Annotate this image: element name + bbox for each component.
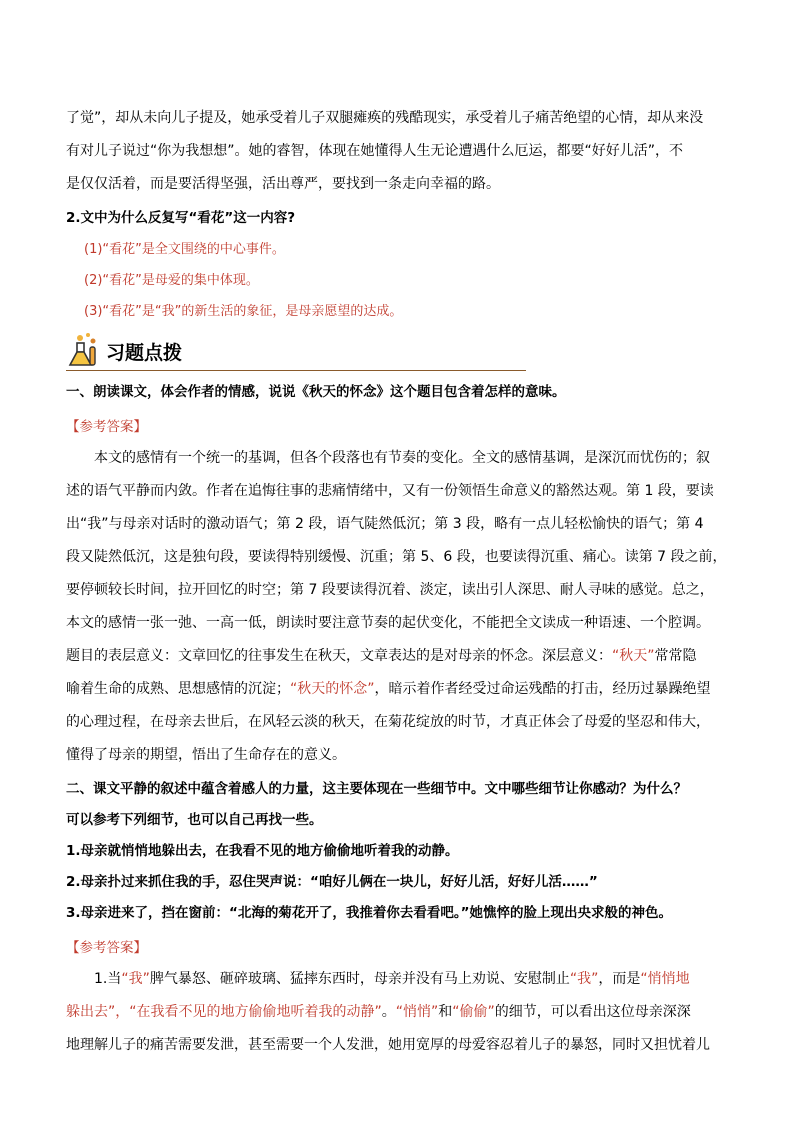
answer-line: 地理解儿子的痛苦需要发泄，甚至需要一个人发泄，她用宽厚的母爱容忍着儿子的暴怒，同时又担忧着儿 bbox=[66, 1037, 710, 1053]
answer-text: 和 bbox=[438, 1004, 453, 1020]
exercise-2-question: 可以参考下列细节，也可以自己再找一些。 bbox=[66, 812, 323, 828]
answer-text: 1.当 bbox=[94, 971, 122, 987]
answer-text: 题目的表层意义：文章回忆的往事发生在秋天，文章表达的是对母亲的怀念。深层意义： bbox=[66, 648, 612, 664]
highlight-text: “我” bbox=[569, 971, 599, 987]
detail-item: 2.母亲扑过来抓住我的手，忍住哭声说：“咱好儿俩在一块儿，好好儿活，好好儿活……” bbox=[66, 874, 598, 890]
intro-line: 是仅仅活着，而是要活得坚强，活出尊严，要找到一条走向幸福的路。 bbox=[66, 176, 500, 192]
answer-tag: 【参考答案】 bbox=[66, 940, 147, 956]
question-2-item: (3)“看花”是“我”的新生活的象征，是母亲愿望的达成。 bbox=[84, 304, 403, 319]
answer-text: 常常隐 bbox=[654, 648, 697, 664]
answer-text: ，暗示着作者经受过命运残酷的打击，经历过暴躁绝望 bbox=[374, 681, 711, 697]
detail-item: 1.母亲就悄悄地躲出去，在我看不见的地方偷偷地听着我的动静。 bbox=[66, 843, 459, 859]
intro-line: 有对儿子说过“你为我想想”。她的睿智，体现在她懂得人生无论遭遇什么厄运，都要“好好儿活”，不 bbox=[66, 143, 684, 159]
answer-line: 的心理过程，在母亲去世后，在风轻云淡的秋天，在菊花绽放的时节，才真正体会了母爱的坚忍和伟大， bbox=[66, 714, 710, 730]
intro-line: 了觉”，却从未向儿子提及，她承受着儿子双腿瘫痪的残酷现实，承受着儿子痛苦绝望的心情，却从来没 bbox=[66, 110, 704, 126]
detail-item: 3.母亲进来了，挡在窗前：“北海的菊花开了，我推着你去看看吧。”她憔悴的脸上现出央求般的神色。 bbox=[66, 905, 673, 921]
answer-text: 。 bbox=[381, 1004, 396, 1020]
answer-line: 述的语气平静而内敛。作者在追悔往事的悲痛情绪中，又有一份领悟生命意义的豁然达观。第 1 段，要读 bbox=[66, 483, 714, 499]
exercise-1-question: 一、朗读课文，体会作者的情感，说说《秋天的怀念》这个题目包含着怎样的意味。 bbox=[66, 384, 566, 400]
answer-text: 喻着生命的成熟、思想感情的沉淀； bbox=[66, 681, 290, 697]
answer-line-mixed bbox=[66, 963, 730, 996]
answer-tag: 【参考答案】 bbox=[66, 419, 147, 435]
highlight-text: “我” bbox=[121, 971, 150, 987]
answer-line-mixed bbox=[66, 640, 730, 673]
highlight-text: “偷偷” bbox=[452, 1004, 495, 1020]
question-2-item: (2)“看花”是母爱的集中体现。 bbox=[84, 273, 259, 288]
highlight-title: “秋天的怀念” bbox=[290, 681, 375, 697]
section-header bbox=[66, 329, 730, 369]
answer-text: ，而是 bbox=[598, 971, 641, 987]
answer-text: 脾气暴怒、砸碎玻璃、猛摔东西时，母亲并没有马上劝说、安慰制止 bbox=[149, 971, 570, 987]
answer-line: 懂得了母亲的期望，悟出了生命存在的意义。 bbox=[66, 747, 346, 763]
answer-line-mixed bbox=[66, 673, 730, 706]
question-2-title: 2.文中为什么反复写“看花”这一内容? bbox=[66, 210, 296, 226]
highlight-autumn: “秋天” bbox=[612, 648, 655, 664]
answer-text: 的细节，可以看出这位母亲深深 bbox=[494, 1004, 691, 1020]
answer-line: 要停顿较长时间，拉开回忆的时空；第 7 段要读得沉着、淡定，读出引人深思、耐人寻味的感觉。总之， bbox=[66, 582, 714, 598]
flask-icon bbox=[66, 331, 100, 369]
highlight-text: “悄悄地 bbox=[640, 971, 690, 987]
section-title: 习题点拨 bbox=[106, 342, 183, 364]
answer-line: 出“我”与母亲对话时的激动语气；第 2 段，语气陡然低沉；第 3 段，略有一点儿轻松愉快的语气；第 4 bbox=[66, 516, 704, 532]
answer-line: 本文的感情有一个统一的基调，但各个段落也有节奏的变化。全文的感情基调，是深沉而忧伤的；叙 bbox=[94, 450, 710, 466]
answer-line-mixed bbox=[66, 996, 730, 1029]
section-divider bbox=[66, 370, 526, 371]
answer-line: 段又陡然低沉，这是独句段，要读得特别缓慢、沉重；第 5、6 段，也要读得沉重、痛心。读第 7 段之前， bbox=[66, 549, 727, 565]
content-body bbox=[66, 102, 730, 1062]
highlight-text: “悄悄” bbox=[395, 1004, 439, 1020]
question-2-item: (1)“看花”是全文围绕的中心事件。 bbox=[84, 242, 285, 257]
highlight-text: 躲出去”，“在我看不见的地方偷偷地听着我的动静” bbox=[66, 1004, 382, 1020]
exercise-2-question: 二、课文平静的叙述中蕴含着感人的力量，这主要体现在一些细节中。文中哪些细节让你感动？为什么？ bbox=[66, 781, 687, 797]
answer-line: 本文的感情一张一弛、一高一低，朗读时要注意节奏的起伏变化，不能把全文读成一种语速、一个腔调。 bbox=[66, 615, 710, 631]
